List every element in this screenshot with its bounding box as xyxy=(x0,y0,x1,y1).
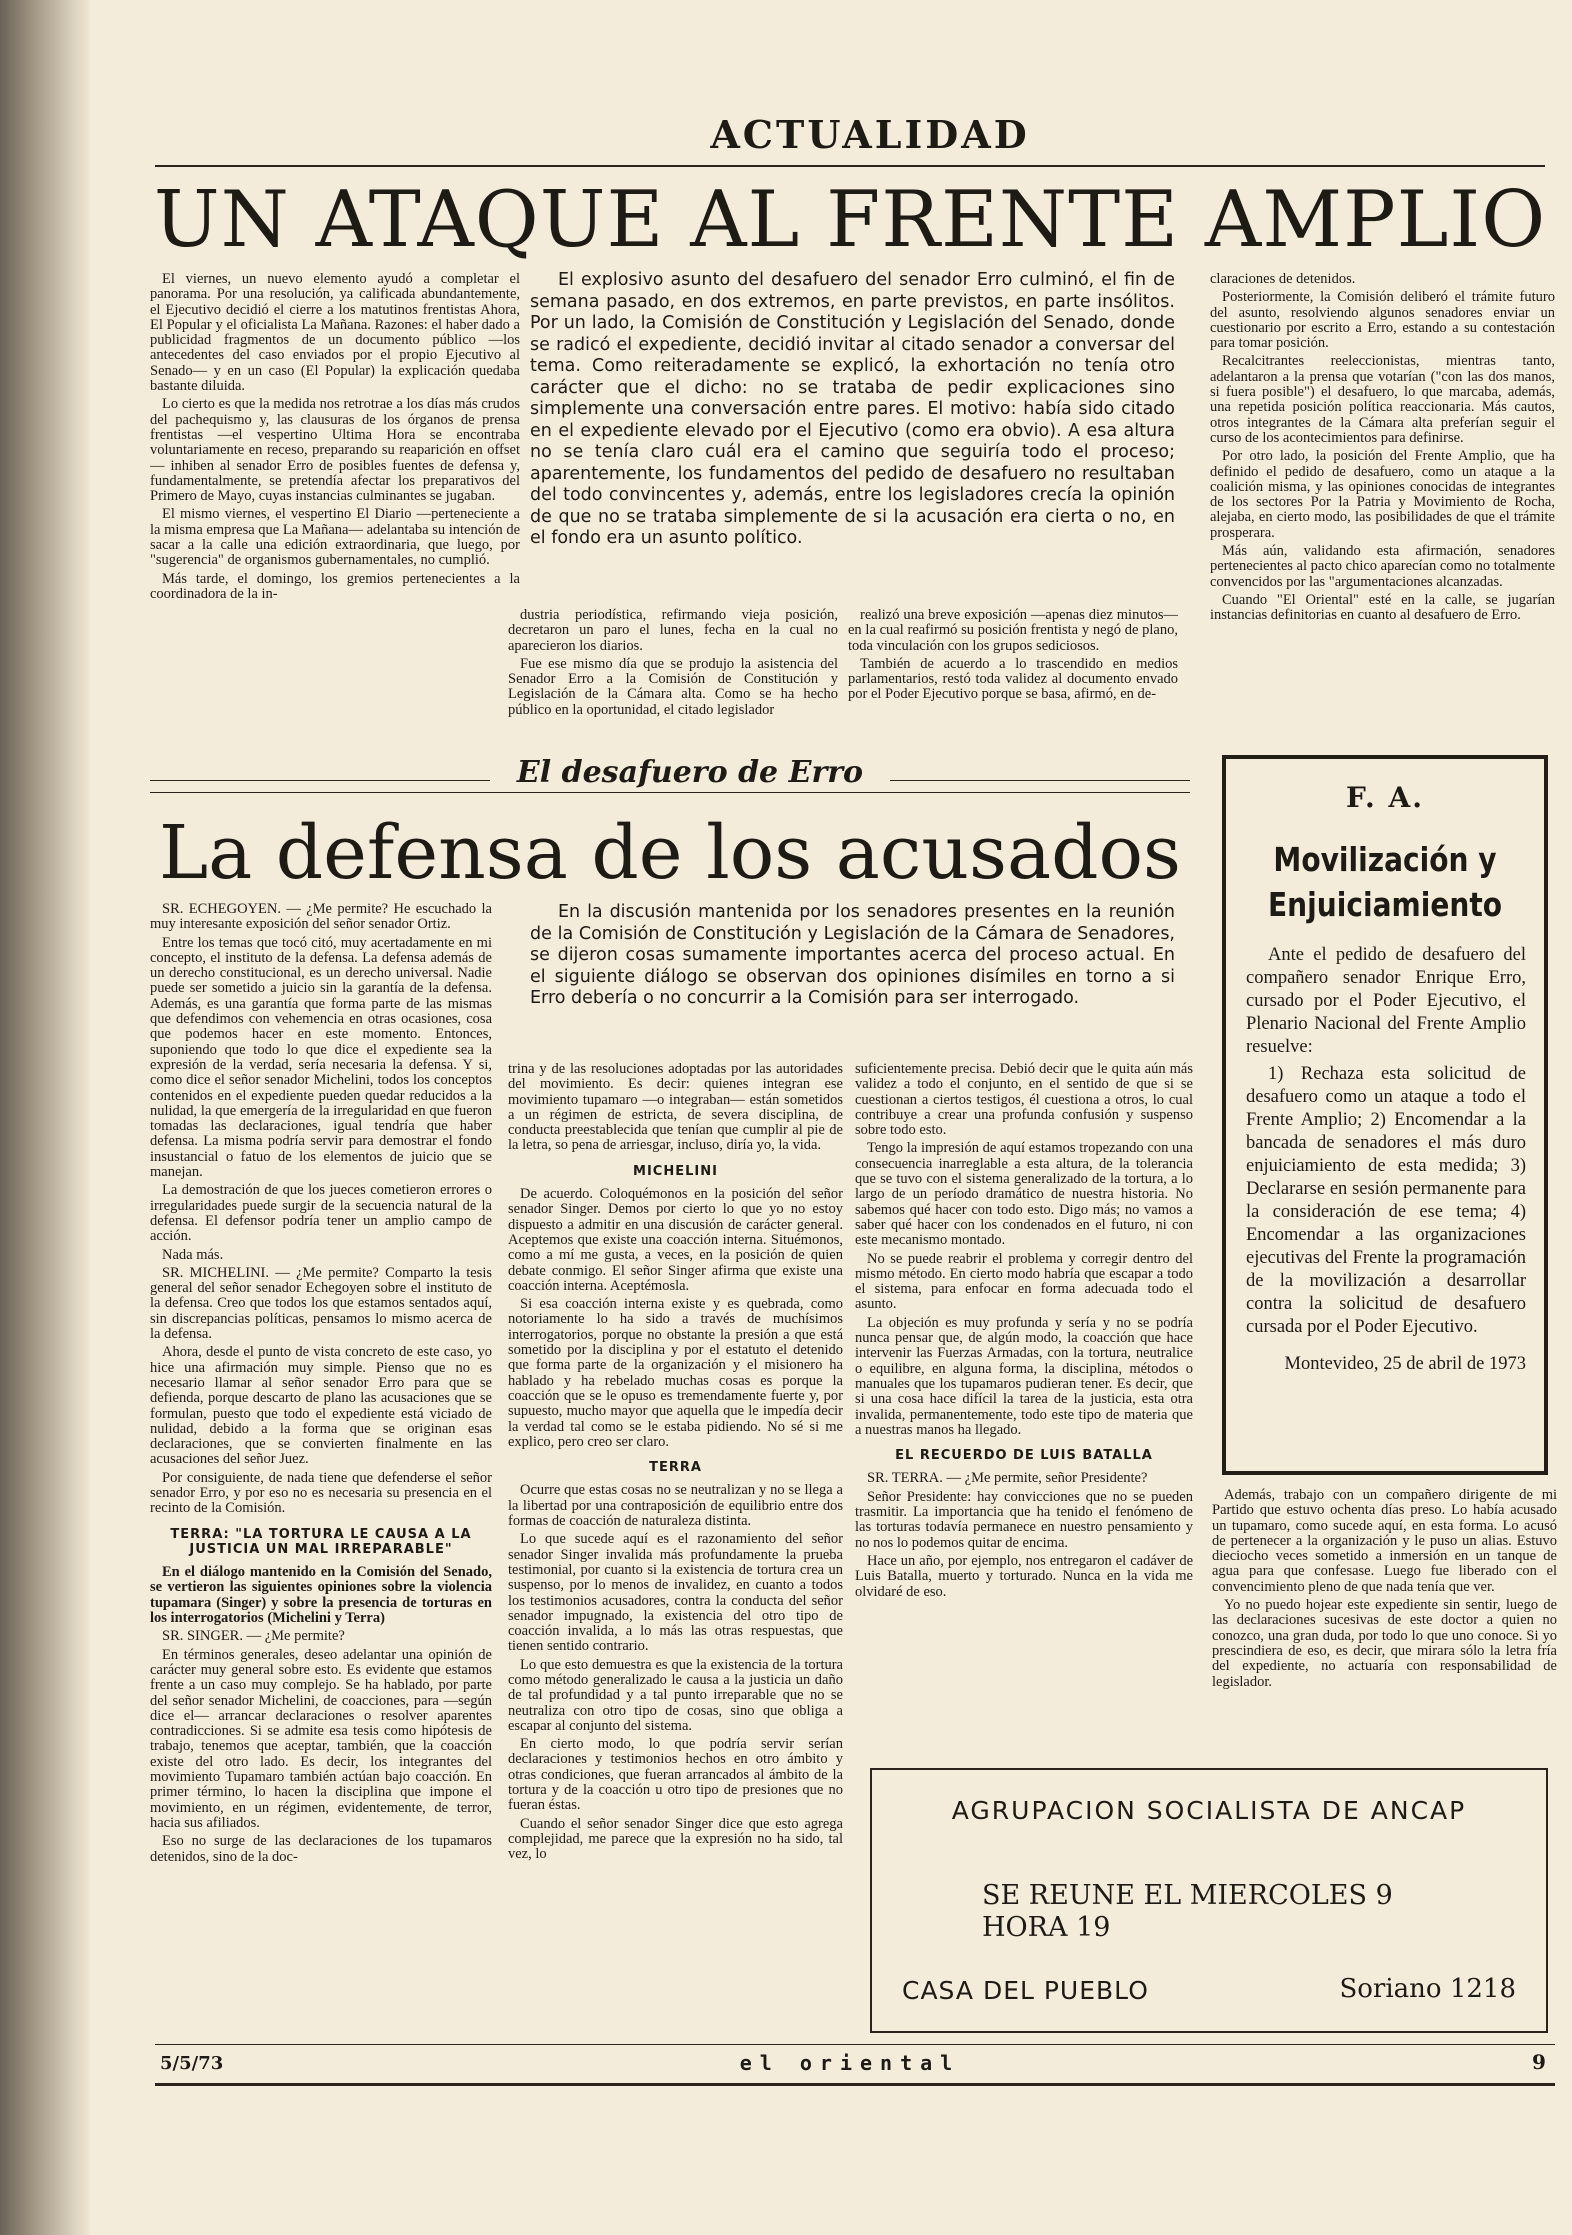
header-rule xyxy=(155,165,1545,167)
paragraph: La objeción es muy profunda y sería y no se podría nunca pensar que, de algún modo, la coacción que hace intervenir las Fuerzas Armadas, con la tortura, neutralice o equilibre, en alguna forma, la disciplina, métodos o manuales que los tupamaros pudieran tener. Es decir, que si una cosa hace difícil la tarea de la justicia, esta otra invalida, permanentemente, todo este tipo de materia que a nuestras manos ha llegado. xyxy=(855,1314,1193,1438)
paragraph: En términos generales, deseo adelantar una opinión de carácter muy general sobre esto. Es evidente que estamos frente a un caso muy complejo. Se ha hablado, por parte del señor senador Michelini, de coacciones, para —según dice el— arrancar declaraciones o resolver aparentes contradicciones. Si se admite esa tesis como hipótesis de trabajo, tenemos que aceptar, también, que la coacción existe del otro lado. Es decir, los integrantes del movimiento Tupamaro también actúan bajo coacción. En primer término, lo hacen la disciplina que impone el movimiento, en un régimen, evidentemente, de terror, hacia sus afiliados. xyxy=(150,1646,492,1831)
box-points: 1) Rechaza esta solicitud de desafuero como un ataque a todo el Frente Amplio; 2) Encomendar a la bancada de senadores el más duro enjuiciamiento de esta medida; 3) Declararse en sesión permanente para la consideración de ese tema; 4) Encomendar a las organizaciones ejecutivas del Frente la programación de la movilización a desarrollar contra la solicitud de desafuero cursada por el Poder Ejecutivo. xyxy=(1246,1064,1526,1337)
book-spine xyxy=(0,0,90,2235)
article1-mid-column-b xyxy=(848,608,1178,728)
ad-line2: SE REUNE EL MIERCOLES 9 xyxy=(982,1880,1393,1911)
paragraph: SR. MICHELINI. — ¿Me permite? Comparto la tesis general del señor senador Echegoyen sobre el instituto de la defensa. Creo que todos los que estamos sentados aquí, sin discrepancias políticas, pensamos lo mismo acerca de la defensa. xyxy=(150,1264,492,1343)
box-intro: Ante el pedido de desafuero del compañero senador Enrique Erro, cursado por el Poder Ejecutivo, el Plenario Nacional del Frente Amplio resuelve: xyxy=(1246,945,1526,1057)
paragraph: El mismo viernes, el vespertino El Diario —perteneciente a la misma empresa que La Mañana— adelantaba su intención de sacar a la calle una edición extraordinaria, que luego, por "sugerencia" de organismos gubernamentales, no cumplió. xyxy=(150,506,520,569)
paragraph: dustria periodística, refirmando vieja posición, decretaron un paro el lunes, fecha en la cual no aparecieron los diarios. xyxy=(508,608,838,654)
paragraph: También de acuerdo a lo trascendido en medios parlamentarios, restó toda validez al documento envado por el Poder Ejecutivo porque se basa, afirmó, en de- xyxy=(848,655,1178,703)
box-tag: F. A. xyxy=(1345,781,1425,814)
paragraph: Posteriormente, la Comisión deliberó el trámite futuro del asunto, resolviendo algunos senadores enviar un cuestionario por escrito a Erro, estando a su contestación para tomar posición. xyxy=(1210,289,1555,352)
paragraph: Entre los temas que tocó citó, muy acertadamente en mi concepto, el instituto de la defensa. La defensa además de un derecho constitucional, es un derecho universal. Nadie puede ser sometido a juicio sin la garantía de la defensa. Además, es una garantía que forma parte de las mismas que defendimos con vehemencia en otras ocasiones, cosa que podemos hacer en este momento. Entonces, suponiendo que todo lo que dice el expediente sea la expresión de la verdad, sería necesaria la defensa. Y si, como dice el señor senador Michelini, todos los conceptos contenidos en el expediente pueden quedar reducidos a la nulidad, la que emergería de la irregularidad en que fueron tomadas las declaraciones, igual tendría que haber defensa. La misma podría servir para demostrar el fondo insustancial o fatuo de los elementos de juicio que se manejan. xyxy=(150,934,492,1181)
paragraph: Hace un año, por ejemplo, nos entregaron el cadáver de Luis Batalla, muerto y torturado. Nunca en la vida me olvidaré de eso. xyxy=(855,1552,1193,1600)
paragraph: Señor Presidente: hay convicciones que no se pueden trasmitir. La importancia que ha tenido el fenómeno de las torturas todavía permanece en nuestro pensamiento y no nos lo podemos quitar de encima. xyxy=(855,1488,1193,1551)
paragraph: Nada más. xyxy=(162,1246,224,1263)
paragraph: Además, trabajo con un compañero dirigente de mi Partido que estuvo ochenta días preso. Lo había acusado un tupamaro, como sucede aquí, en esta forma. Lo acusó de pertenecer a la organización y le puso un alias. Estuvo dieciocho veces sometido a inmersión en un tanque de agua para que confesase. Luego fue liberado con el convencimiento pleno de que nada tenía que ver. xyxy=(1212,1488,1557,1595)
article2-headline: La defensa de los acusados xyxy=(158,810,1182,896)
paragraph: Fue ese mismo día que se produjo la asistencia del Senador Erro a la Comisión de Constitución y Legislación de la Cámara alta. Como se ha hecho público en la oportunidad, el citado legislador xyxy=(508,655,838,718)
paragraph: Más tarde, el domingo, los gremios pertenecientes a la coordinadora de la in- xyxy=(150,570,520,602)
article1-mid-column-a xyxy=(508,608,838,728)
section-title: ACTUALIDAD xyxy=(710,112,1030,157)
paragraph: Por otro lado, la posición del Frente Amplio, que ha definido el pedido de desafuero, como un ataque a la coalición misma, y las opiniones conocidas de integrantes de los sectores Por la Patria y Movimiento de Rocha, alejaba, en cierto modo, las posibilidades de que el trámite prosperara. xyxy=(1210,448,1555,541)
paragraph: Lo cierto es que la medida nos retrotrae a los días más crudos del pachequismo y, las clausuras de los órganos de prensa frentistas —el vespertino Ultima Hora se encontraba voluntariamente en receso, preparando su reaparición en offset— inhiben al senador Erro de posibles fuentes de defensa y, fundamentalmente, se pretendía afectar los preparativos del Primero de Mayo, cuyas instancias culminantes se jugaban. xyxy=(150,396,520,505)
paragraph: SR. SINGER. — ¿Me permite? xyxy=(162,1628,345,1645)
ad-line4-left: CASA DEL PUEBLO xyxy=(902,1976,1149,2005)
paragraph: Por consiguiente, de nada tiene que defenderse el señor senador Erro, y por eso no es necesaria su presencia en el recinto de la Comisión. xyxy=(150,1469,492,1517)
subheading: TERRA xyxy=(649,1460,702,1476)
ancap-ad xyxy=(870,1768,1548,2033)
article1-lead xyxy=(530,270,1175,588)
footer-paper: el oriental xyxy=(739,2051,961,2075)
paragraph: realizó una breve exposición —apenas diez minutos— en la cual reafirmó su posición frentista y negó de plano, toda vinculación con los grupos sediciosos. xyxy=(848,608,1178,654)
paragraph: trina y de las resoluciones adoptadas por las autoridades del movimiento. Es decir: quienes integran ese movimiento tupamaro —o integraban— están sometidos a un régimen de estricta, de severa disciplina, de conducta preestablecida que tenían que cumplir al pie de la letra, so pena de arriesgar, incluso, diría yo, la vida. xyxy=(508,1062,843,1154)
box-body xyxy=(1246,944,1526,1376)
article2-column-3 xyxy=(855,1062,1193,1782)
paragraph: suficientemente precisa. Debió decir que le quita aún más validez a todo el conjunto, en el sentido de que si se cuestionan a ciertos testigos, él cuestiona a otros, lo cual contribuye a crear una profunda confusión y suspenso sobre todo esto. xyxy=(855,1062,1193,1139)
paragraph: La demostración de que los jueces cometieron errores o irregularidades puede surgir de la secuencia natural de la defensa. El defensor podría tener un amplio campo de acción. xyxy=(150,1182,492,1245)
paragraph: Ocurre que estas cosas no se neutralizan y no se llega a la libertad por una contraposición de equilibrio entre dos formas de coacción de naturaleza distinta. xyxy=(508,1482,843,1530)
paragraph: Cuando el señor senador Singer dice que esto agrega complejidad, me parece que la expresión no ha sido, tal vez, lo xyxy=(508,1815,843,1863)
subheading: EL RECUERDO DE LUIS BATALLA xyxy=(895,1448,1153,1464)
paragraph: SR. TERRA. — ¿Me permite, señor Presidente? xyxy=(867,1470,1148,1487)
box-title-line2: Enjuiciamiento xyxy=(1267,885,1503,924)
paragraph: Recalcitrantes reeleccionistas, mientras tanto, adelantaron a la prensa que votarían ("con las dos manos, si fuera posible") el desafuero, lo que marcaba, además, una repetida posición política reaccionaria. Más cautos, otros integrantes de la Cámara alta preferían seguir el curso de los acontecimientos para definirse. xyxy=(1210,353,1555,446)
box-title-line1: Movilización y xyxy=(1273,840,1497,879)
ad-line1: AGRUPACION SOCIALISTA DE ANCAP xyxy=(951,1796,1467,1825)
kicker-rule-under xyxy=(150,792,1190,793)
ad-line3: HORA 19 xyxy=(982,1912,1111,1943)
paragraph: claraciones de detenidos. xyxy=(1210,272,1356,287)
paragraph: Cuando "El Oriental" esté en la calle, se jugarían instancias definitorias en cuanto al desafuero de Erro. xyxy=(1210,591,1555,624)
lead-paragraph: El explosivo asunto del desafuero del senador Erro culminó, el fin de semana pasado, en dos extremos, en parte previstos, en parte insólitos. Por un lado, la Comisión de Constitución y Legislación del Senado, donde se radicó el expediente, decidió invitar al citado senador a conversar del tema. Como reiteradamente se explicó, la exhortación no tenía otro carácter que el dicho: no se trataba de pedir explicaciones sino simplemente una conversación entre pares. El motivo: había sido citado en el expediente elevado por el Ejecutivo (como era obvio). A esa altura no se tenía claro cuál era el camino que seguiría todo el proceso; aparentemente, los fundamentos del pedido de desafuero no resultaban del todo convincentes y, además, entre los legisladores crecía la opinión de que no se trataba simplemente de si la acusación era cierta o no, en el fondo era un asunto político. xyxy=(530,270,1175,548)
paragraph: SR. ECHEGOYEN. — ¿Me permite? He escuchado la muy interesante exposición del señor senador Ortiz. xyxy=(150,902,492,933)
footer-page-number: 9 xyxy=(1532,2050,1546,2074)
footer-rule-top xyxy=(155,2044,1555,2045)
lead-paragraph: En la discusión mantenida por los senadores presentes en la reunión de la Comisión de Constitución y Legislación de la Cámara de Senadores, se dijeron cosas sumamente importantes acerca del proceso actual. En el siguiente diálogo se observan dos opiniones disímiles en torno a si Erro debería o no concurrir a la Comisión para ser interrogado. xyxy=(530,902,1175,1008)
paragraph: Lo que sucede aquí es el razonamiento del señor senador Singer invalida más profundamente la prueba testimonial, por cuanto si la existencia de tortura crea un suspenso, por lo menos de invalidez, en cuanto a todos los testimonios acusadores, contra la conducta del señor senador impugnado, la existencia del otro tipo de coacción invalida, a lo más las otras respuestas, que tienen sentido contrario. xyxy=(508,1531,843,1655)
kicker-rule-right xyxy=(890,780,1190,781)
paragraph: No se puede reabrir el problema y corregir dentro del mismo método. En cierto modo habría que escapar a todo el sistema, para enfocar en forma adecuada todo el asunto. xyxy=(855,1250,1193,1313)
paragraph: En cierto modo, lo que podría servir serían declaraciones y testimonios hechos en otro ámbito y otras condiciones, que fueran arrancados al ámbito de la tortura y de la coacción u otro tipo de presiones que no fueran éstas. xyxy=(508,1736,843,1814)
paragraph: Ahora, desde el punto de vista concreto de este caso, yo hice una afirmación muy simple. Pienso que no es necesario llamar al señor senador Erro para que se defienda, porque descarto de plano las acusaciones que se formulan, puesto que todo el expediente está viciado de nulidad, debido a la forma que se originan esas declaraciones, que se convierten finalmente en las acusaciones del señor Juez. xyxy=(150,1344,492,1468)
ad-line4-right: Soriano 1218 xyxy=(1339,1974,1516,2004)
paragraph: Más aún, validando esta afirmación, senadores pertenecientes al pacto chico aparecían como no totalmente convencidos por las "argumentaciones alcanzadas. xyxy=(1210,543,1555,590)
paragraph: Si esa coacción interna existe y es quebrada, como notoriamente lo ha sido a través de muchísimos interrogatorios, porque no obstante la presión a que está sometido por la disciplina y por el estatuto el detenido que forma parte de la organización y el misionero ha hablado y ha rebelado muchas cosas es porque la coacción que se le opuso es tremendamente fuerte y, por supuesto, mucho mayor que aquella que le impedía decir la verdad tal como se le estaba pidiendo. No sé si me explico, pero creo ser claro. xyxy=(508,1296,843,1450)
article1-right-column xyxy=(1210,272,1555,730)
subheading: MICHELINI xyxy=(633,1163,718,1179)
footer-date: 5/5/73 xyxy=(160,2053,224,2074)
article2-column-1 xyxy=(150,902,492,2042)
footer-rule-bottom xyxy=(155,2083,1555,2086)
paragraph: Lo que esto demuestra es que la existencia de la tortura como método generalizado le causa a la justicia un daño de tal profundidad y a tal punto irreparable que no se neutraliza con otro tipo de cosas, sino que obliga a escapar al conjunto del sistema. xyxy=(508,1656,843,1734)
paragraph: Eso no surge de las declaraciones de los tupamaros detenidos, sino de la doc- xyxy=(150,1833,492,1865)
box-dateline: Montevideo, 25 de abril de 1973 xyxy=(1284,1354,1526,1374)
paragraph: El viernes, un nuevo elemento ayudó a completar el panorama. Por una resolución, ya calificada abundantemente, el Ejecutivo decidió el cierre a los matutinos frentistas Ahora, El Popular y el oficialista La Mañana. Razones: el haber dado a publicidad fragmentos de un documento público —los antecedentes del caso enviados por el propio Ejecutivo al Senado— y en un caso (El Popular) la explicación quedaba bastante diluida. xyxy=(150,272,520,395)
kicker-rule-left xyxy=(150,780,490,781)
paragraph: Tengo la impresión de aquí estamos tropezando con una consecuencia inarreglable a esta altura, de la tolerancia que se tuvo con el sistema generalizado de la tortura, a lo largo de un período dramático de nuestra historia. No sabemos qué hacer con todo esto. Digo más; no vamos a saber qué hacer con los condenados en el futuro, ni con este mecanismo montado. xyxy=(855,1140,1193,1249)
article2-column-2 xyxy=(508,1062,843,2042)
paragraph: Yo no puedo hojear este expediente sin sentir, luego de las declaraciones sucesivas de este doctor a quien no conozco, una gran duda, por todo lo que uno conoce. Si yo prescindiera de eso, es decir, que mirara sólo la letra fría del expediente, no actuaría con responsabilidad de legislador. xyxy=(1212,1597,1557,1690)
article2-column-4 xyxy=(1212,1488,1557,1788)
main-headline: UN ATAQUE AL FRENTE AMPLIO xyxy=(153,175,1547,265)
frente-amplio-box xyxy=(1222,755,1548,1475)
article2-lead xyxy=(530,902,1175,1052)
subheading: TERRA: "LA TORTURA LE CAUSA A LA JUSTICIA UN MAL IRREPARABLE" xyxy=(170,1526,472,1557)
paragraph: De acuerdo. Coloquémonos en la posición del señor senador Singer. Demos por cierto lo que yo no estoy dispuesto a admitir en una discusión de carácter general. Aceptemos que existe una coacción interna. Situémonos, como a mí me gusta, a veces, en la posición de quien debate conmigo. El señor Singer afirma que existe una coacción interna. Aceptémosla. xyxy=(508,1186,843,1294)
article2-kicker: El desafuero de Erro xyxy=(516,755,864,790)
paragraph: En el diálogo mantenido en la Comisión del Senado, se vertieron las siguientes opiniones sobre la violencia tupamara (Singer) y sobre la presencia de torturas en los interrogatorios (Michelini y Terra) xyxy=(150,1564,492,1627)
